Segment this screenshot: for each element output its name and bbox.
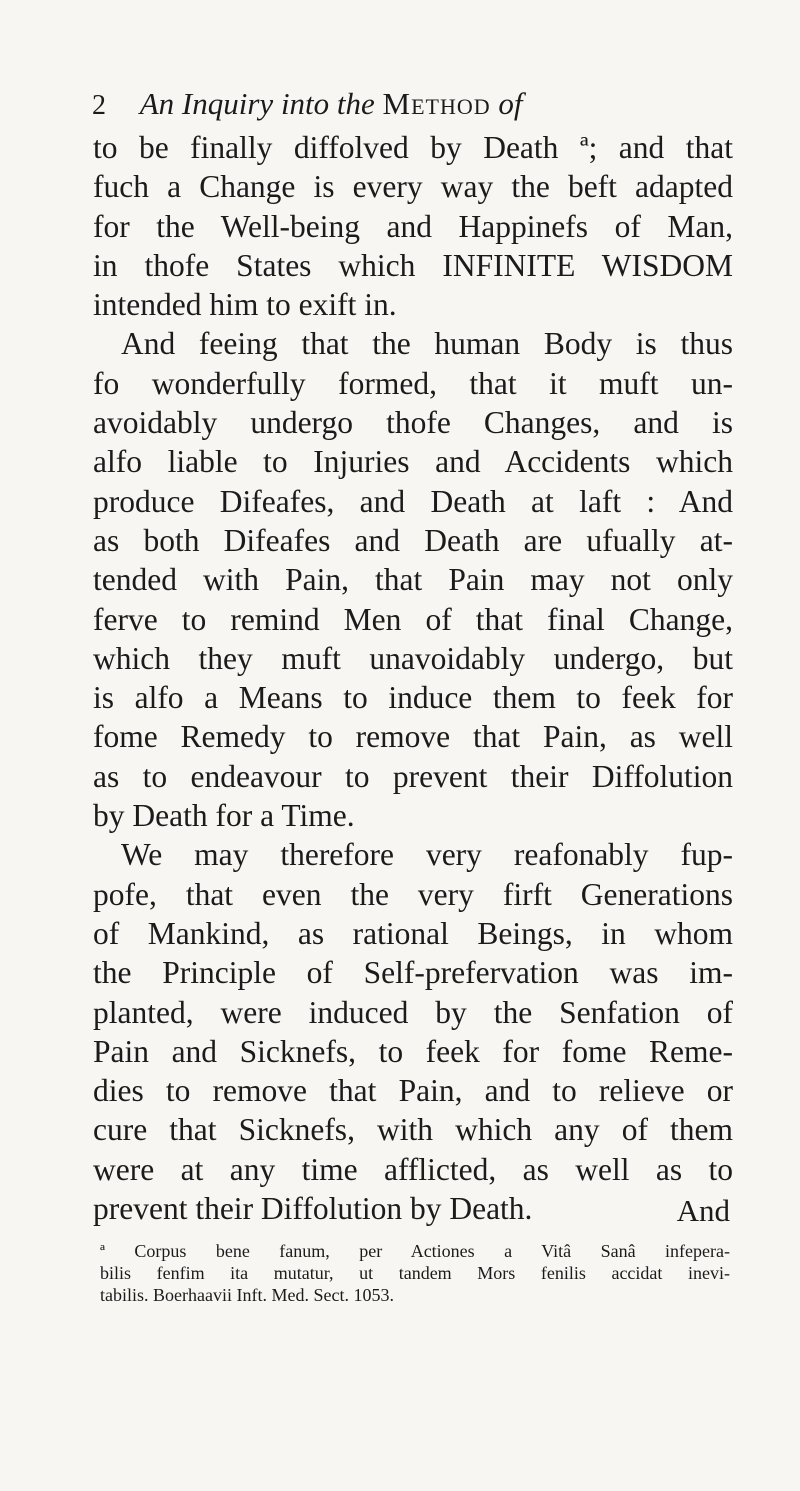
text-line: We may therefore very reafonably fup- bbox=[121, 837, 733, 873]
text-line: tended with Pain, that Pain may not only bbox=[93, 562, 733, 598]
text-line: produce Difeafes, and Death at laft : And bbox=[93, 483, 733, 519]
text-line: to be finally diffolved by Death ª; and that bbox=[93, 130, 733, 165]
text-line: is alfo a Means to induce them to feek for bbox=[93, 680, 733, 716]
text-line: dies to remove that Pain, and to relieve or bbox=[93, 1073, 733, 1109]
footnote bbox=[100, 1240, 730, 1306]
text-line: as both Difeafes and Death are ufually at- bbox=[93, 522, 733, 558]
footnote-line: bilis fenfim ita mutatur, ut tandem Mors fenilis accidat inevi- bbox=[100, 1263, 730, 1283]
footnote-line: tabilis. Boerhaavii Inft. Med. Sect. 1053. bbox=[100, 1285, 394, 1305]
text-line: cure that Sicknefs, with which any of them bbox=[93, 1112, 733, 1148]
text-line: as to endeavour to prevent their Diffolution bbox=[93, 758, 733, 794]
body-text bbox=[93, 128, 733, 1228]
text-line: for the Well-being and Happinefs of Man, bbox=[93, 208, 733, 244]
text-line: ferve to remind Men of that final Change, bbox=[93, 601, 733, 637]
text-line: prevent their Diffolution by Death. bbox=[93, 1191, 533, 1227]
text-line: pofe, that even the very firft Generations bbox=[93, 876, 733, 912]
text-line: which they muft unavoidably undergo, but bbox=[93, 640, 733, 676]
text-line: fome Remedy to remove that Pain, as well bbox=[93, 719, 733, 755]
text-line: were at any time afflicted, as well as to bbox=[93, 1151, 733, 1187]
text-line: by Death for a Time. bbox=[93, 798, 355, 834]
catchword: And bbox=[676, 1193, 730, 1228]
text-line: fuch a Change is every way the beft adapted bbox=[93, 169, 733, 205]
text-line: the Principle of Self-prefervation was im- bbox=[93, 955, 733, 991]
running-title-italic: An Inquiry into the bbox=[139, 86, 375, 121]
page-number: 2 bbox=[92, 90, 106, 121]
text-line: planted, were induced by the Senfation of bbox=[93, 994, 733, 1030]
footnote-line: ª Corpus bene fanum, per Actiones a Vitâ Sanâ infepera- bbox=[100, 1241, 730, 1261]
text-line: fo wonderfully formed, that it muft un- bbox=[93, 365, 733, 401]
running-title-end: of bbox=[498, 86, 523, 121]
text-line: intended him to exift in. bbox=[93, 287, 397, 323]
running-title-caps: Method bbox=[382, 86, 491, 121]
text-line: avoidably undergo thofe Changes, and is bbox=[93, 405, 733, 441]
text-line: of Mankind, as rational Beings, in whom bbox=[93, 915, 733, 951]
text-line: in thofe States which INFINITE WISDOM bbox=[93, 247, 733, 283]
text-line: alfo liable to Injuries and Accidents which bbox=[93, 444, 733, 480]
text-line: And feeing that the human Body is thus bbox=[121, 326, 733, 362]
text-line: Pain and Sicknefs, to feek for fome Reme- bbox=[93, 1033, 733, 1069]
running-head bbox=[92, 84, 732, 126]
